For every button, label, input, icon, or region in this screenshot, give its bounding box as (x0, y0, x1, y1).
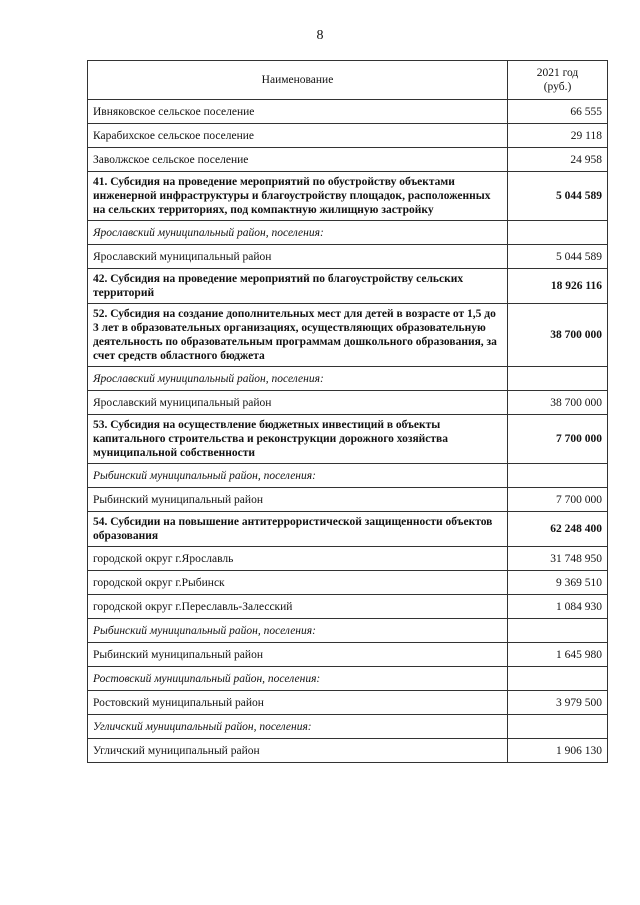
subsection-row (88, 221, 608, 245)
budget-table (87, 60, 608, 763)
row-value-cell: 66 555 (508, 100, 608, 124)
header-name-cell: Наименование (88, 61, 508, 100)
header-unit-label: (руб.) (543, 81, 572, 93)
row-value-cell: 18 926 116 (508, 269, 608, 304)
table-row (88, 643, 608, 667)
row-name-cell: 54. Субсидии на повышение антитеррористической защищенности объектов образования (88, 512, 508, 547)
table-row (88, 691, 608, 715)
row-name-cell: 52. Субсидия на создание дополнительных мест для детей в возрасте от 1,5 до 3 лет в образовательных организациях, осуществляющих образовательную деятельность по образовательным программам дошкольного образования, за счет средств областного бюджета (88, 304, 508, 367)
subsection-row (88, 667, 608, 691)
row-value-cell: 38 700 000 (508, 391, 608, 415)
row-name-cell: Рыбинский муниципальный район, поселения: (88, 619, 508, 643)
row-value-cell: 62 248 400 (508, 512, 608, 547)
table-row (88, 245, 608, 269)
row-name-cell: Угличский муниципальный район (88, 739, 508, 763)
row-value-cell (508, 221, 608, 245)
page-number: 8 (316, 28, 324, 43)
table-row (88, 391, 608, 415)
table-row (88, 739, 608, 763)
row-value-cell: 24 958 (508, 148, 608, 172)
row-value-cell (508, 619, 608, 643)
subsection-row (88, 464, 608, 488)
table-row (88, 488, 608, 512)
section-row (88, 304, 608, 367)
table-row (88, 595, 608, 619)
table-row (88, 547, 608, 571)
row-name-cell: городской округ г.Ярославль (88, 547, 508, 571)
row-name-cell: 53. Субсидия на осуществление бюджетных инвестиций в объекты капитального строительства и реконструкции дорожного хозяйства муниципальной собственности (88, 415, 508, 464)
table-row (88, 124, 608, 148)
subsection-row (88, 619, 608, 643)
row-name-cell: Ивняковское сельское поселение (88, 100, 508, 124)
row-name-cell: Ростовский муниципальный район (88, 691, 508, 715)
row-name-cell: городской округ г.Переславль-Залесский (88, 595, 508, 619)
row-value-cell (508, 667, 608, 691)
table-row (88, 571, 608, 595)
row-name-cell: Рыбинский муниципальный район (88, 488, 508, 512)
row-name-cell: Ярославский муниципальный район (88, 391, 508, 415)
row-name-cell: Рыбинский муниципальный район (88, 643, 508, 667)
row-name-cell: Ярославский муниципальный район (88, 245, 508, 269)
row-name-cell: 41. Субсидия на проведение мероприятий по обустройству объектами инженерной инфраструктуры и благоустройству площадок, расположенных на сельских территориях, под компактную жилищную застройку (88, 172, 508, 221)
row-name-cell: городской округ г.Рыбинск (88, 571, 508, 595)
row-value-cell (508, 367, 608, 391)
subsection-row (88, 715, 608, 739)
row-value-cell (508, 715, 608, 739)
row-name-cell: Ростовский муниципальный район, поселения: (88, 667, 508, 691)
table-body (88, 100, 608, 763)
row-value-cell: 29 118 (508, 124, 608, 148)
row-name-cell: Угличский муниципальный район, поселения: (88, 715, 508, 739)
row-name-cell: Ярославский муниципальный район, поселения: (88, 221, 508, 245)
row-name-cell: Рыбинский муниципальный район, поселения: (88, 464, 508, 488)
header-year-cell (508, 61, 608, 100)
table-row (88, 100, 608, 124)
row-name-cell: 42. Субсидия на проведение мероприятий по благоустройству сельских территорий (88, 269, 508, 304)
row-value-cell: 7 700 000 (508, 415, 608, 464)
row-value-cell: 1 084 930 (508, 595, 608, 619)
section-row (88, 512, 608, 547)
table-row (88, 148, 608, 172)
row-value-cell: 31 748 950 (508, 547, 608, 571)
row-value-cell: 7 700 000 (508, 488, 608, 512)
row-name-cell: Ярославский муниципальный район, поселения: (88, 367, 508, 391)
row-value-cell: 1 906 130 (508, 739, 608, 763)
row-value-cell: 5 044 589 (508, 245, 608, 269)
row-value-cell: 38 700 000 (508, 304, 608, 367)
row-value-cell: 1 645 980 (508, 643, 608, 667)
row-name-cell: Заволжское сельское поселение (88, 148, 508, 172)
row-value-cell (508, 464, 608, 488)
table-header-row (88, 61, 608, 100)
section-row (88, 415, 608, 464)
row-value-cell: 3 979 500 (508, 691, 608, 715)
row-name-cell: Карабихское сельское поселение (88, 124, 508, 148)
section-row (88, 172, 608, 221)
subsection-row (88, 367, 608, 391)
row-value-cell: 5 044 589 (508, 172, 608, 221)
row-value-cell: 9 369 510 (508, 571, 608, 595)
header-year-label: 2021 год (536, 67, 579, 79)
section-row (88, 269, 608, 304)
